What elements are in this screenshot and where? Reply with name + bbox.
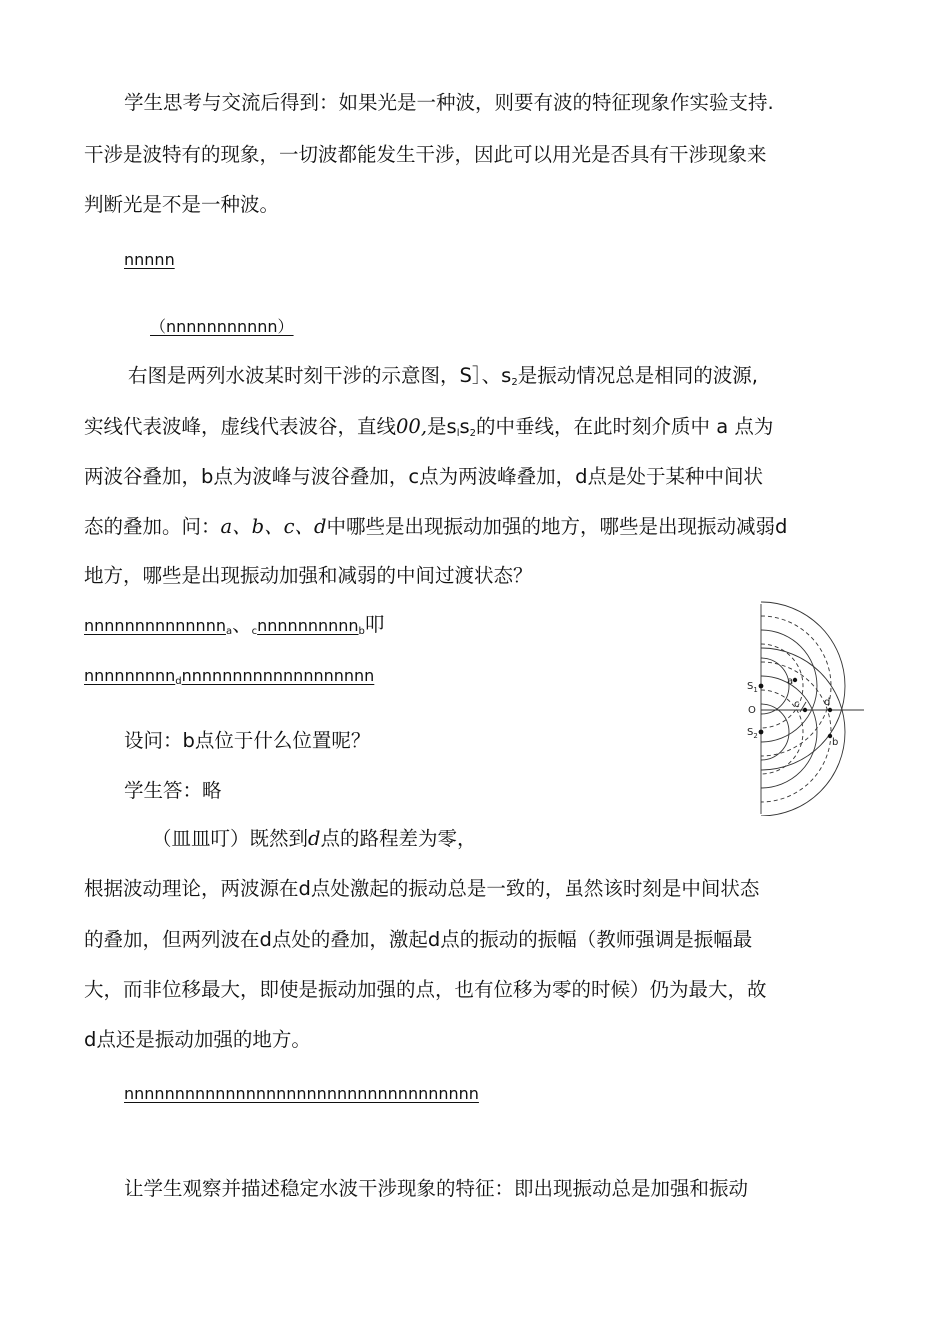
label-s2: $S_2$ [747, 727, 758, 740]
subscript: l [456, 428, 460, 439]
source-s1-dot [759, 684, 764, 689]
wave-trough [761, 644, 803, 728]
text-segment: 点为 [734, 415, 774, 438]
para1-line1: 学生思考与交流后得到：如果光是一种波，则要有波的特征现象作实验支持. [124, 91, 774, 114]
wave-trough [761, 616, 831, 756]
subscript: a [225, 626, 233, 637]
text-segment: nnnnnnnnnnnnnn [84, 616, 226, 635]
text-segment: 点的路程差为零， [320, 827, 477, 850]
text-segment: 是振动情况总是相同的波源, [517, 364, 758, 387]
para1-line3: 判断光是不是一种波。 [84, 193, 280, 216]
label-b: b [832, 737, 839, 748]
para3-line4: 大，而非位移最大，即使是振动加强的点，也有位移为零的时候）仍为最大，故 [84, 978, 767, 1001]
text-segment: nnnnnnnnnnnnnnnnnnn [181, 666, 375, 685]
text-segment: 是 [427, 415, 447, 438]
para2-line3: 两波谷叠加，b点为波峰与波谷叠加，c点为两波峰叠加，d点是处于某种中间状 [84, 465, 763, 488]
heading-1: nnnnn [124, 250, 175, 269]
para3-line1 [152, 826, 477, 852]
label-s1: $S_1$ [747, 681, 758, 694]
text-segment: a [716, 415, 729, 438]
subscript: 2 [511, 377, 518, 388]
para3-line2: 根据波动理论，两波源在d点处激起的振动总是一致的，虽然该时刻是中间状态 [84, 877, 760, 900]
text-segment: s [446, 415, 457, 438]
text-segment: 右图是两列水波某时刻干涉的示意图， [128, 364, 460, 387]
para2-line4 [84, 514, 787, 540]
italic-segment: d [308, 827, 321, 850]
text-segment: 叩 [364, 613, 385, 636]
italic-segment: 00, [396, 415, 428, 438]
heading-3: nnnnnnnnnnnnnnnnnnnnnnnnnnnnnnnnnnn [124, 1084, 479, 1103]
para2-line1 [128, 363, 758, 396]
text-segment: nnnnnnnnn [84, 666, 176, 685]
italic-segment: a、b、c、d [220, 515, 327, 538]
para3-line3: 的叠加，但两列波在d点处的叠加，激起d点的振动的振幅（教师强调是振幅最 [84, 928, 753, 951]
source-s2-dot [759, 730, 764, 735]
para3-line5: d点还是振动加强的地方。 [84, 1028, 311, 1051]
wave-crest [761, 704, 789, 760]
text-segment: （皿皿叮）既然到 [152, 827, 309, 850]
label-a: a [787, 676, 794, 687]
answer-line1 [84, 612, 384, 645]
text-segment: 的中垂线，在此时刻介质中 [476, 415, 711, 438]
wave-trough [761, 662, 831, 802]
text-segment: 态的叠加。问： [84, 515, 221, 538]
para4-line1: 让学生观察并描述稳定水波干涉现象的特征：即出现振动总是加强和振动 [124, 1177, 749, 1200]
label-c: c [794, 699, 800, 710]
text-segment: 、 [232, 613, 252, 636]
question: 设问：b点位于什么位置呢？ [124, 729, 371, 752]
label-o: O [748, 705, 756, 716]
text-segment: 中哪些是出现振动加强的地方，哪些是出现振动减弱d [326, 515, 788, 538]
subscript: c [251, 626, 258, 637]
para2-line5: 地方，哪些是出现振动加强和减弱的中间过渡状态？ [84, 564, 533, 587]
student-answer: 学生答：略 [124, 779, 222, 802]
point-c-dot [803, 708, 807, 712]
subscript: d [175, 676, 182, 687]
interference-diagram [738, 600, 868, 816]
subscript: 2 [469, 428, 477, 439]
text-segment: nnnnnnnnnn [257, 616, 359, 635]
point-a-dot [793, 678, 797, 682]
subscript: b [358, 626, 365, 637]
para1-line2: 干涉是波特有的现象，一切波都能发生干涉，因此可以用光是否具有干涉现象来 [84, 143, 767, 166]
para2-line2 [84, 414, 773, 447]
point-d-dot [828, 708, 832, 712]
text-segment: s [459, 415, 470, 438]
text-segment: S］、s [459, 364, 512, 387]
label-d: d [824, 697, 831, 708]
text-segment: 实线代表波峰，虚线代表波谷，直线 [84, 415, 397, 438]
heading-2: （nnnnnnnnnnn） [150, 317, 294, 336]
answer-line2 [84, 662, 374, 695]
